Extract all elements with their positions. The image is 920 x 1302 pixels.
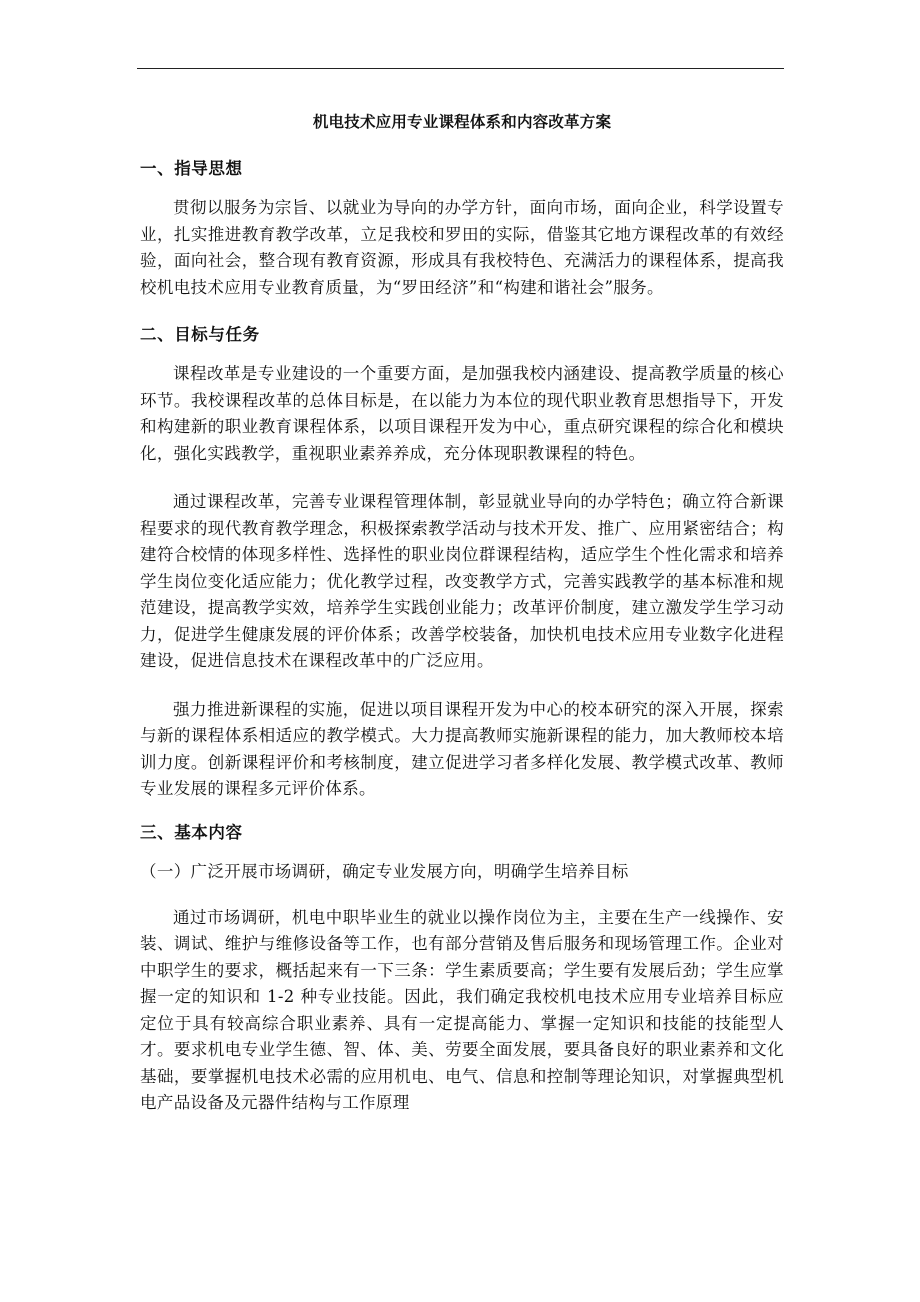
- section-basic-content: [140, 821, 784, 1117]
- paragraph: 强力推进新课程的实施，促进以项目课程开发为中心的校本研究的深入开展，探索与新的课程体系相适应的教学模式。大力提高教师实施新课程的能力，加大教师校本培训力度。创新课程评价和考核制度，建立促进学习者多样化发展、教学模式改革、教师专业发展的课程多元评价体系。: [140, 699, 784, 798]
- document-body: [140, 110, 784, 1139]
- paragraph: 课程改革是专业建设的一个重要方面，是加强我校内涵建设、提高教学质量的核心环节。我校课程改革的总体目标是，在以能力为本位的现代职业教育思想指导下，开发和构建新的职业教育课程体系，以项目课程开发为中心，重点研究课程的综合化和模块化，强化实践教学，重视职业素养养成，充分体现职教课程的特色。: [140, 364, 784, 463]
- section-heading: 三、基本内容: [140, 822, 243, 842]
- header-divider: [137, 68, 784, 69]
- paragraph: 通过市场调研，机电中职毕业生的就业以操作岗位为主，主要在生产一线操作、安装、调试、维护与维修设备等工作，也有部分营销及售后服务和现场管理工作。企业对中职学生的要求，概括起来有一下三条：学生素质要高；学生要有发展后劲；学生应掌握一定的知识和 1-2 种专业技能。因此，我们确定我校机电技术应用专业培养目标应定位于具有较高综合职业素养、具有一定提高能力、掌握一定知识和技能的技能型人才。要求机电专业学生德、智、体、美、劳要全面发展，要具备良好的职业素养和文化基础，要掌握机电技术必需的应用机电、电气、信息和控制等理论知识，对掌握典型机电产品设备及元器件结构与工作原理: [140, 907, 784, 1112]
- paragraph: 贯彻以服务为宗旨、以就业为导向的办学方针，面向市场，面向企业，科学设置专业，扎实推进教育教学改革，立足我校和罗田的实际，借鉴其它地方课程改革的有效经验，面向社会，整合现有教育资源，形成具有我校特色、充满活力的课程体系，提高我校机电技术应用专业教育质量，为“罗田经济”和“构建和谐社会”服务。: [140, 198, 784, 297]
- subsection-heading: （一）广泛开展市场调研，确定专业发展方向，明确学生培养目标: [140, 861, 629, 881]
- document-title: 机电技术应用专业课程体系和内容改革方案: [312, 113, 612, 131]
- paragraph: 通过课程改革，完善专业课程管理体制，彰显就业导向的办学特色；确立符合新课程要求的现代教育教学理念，积极探索教学活动与技术开发、推广、应用紧密结合；构建符合校情的体现多样性、选择性的职业岗位群课程结构，适应学生个性化需求和培养学生岗位变化适应能力；优化教学过程，改变教学方式，完善实践教学的基本标准和规范建设，提高教学实效，培养学生实践创业能力；改革评价制度，建立激发学生学习动力，促进学生健康发展的评价体系；改善学校装备，加快机电技术应用专业数字化进程建设，促进信息技术在课程改革中的广泛应用。: [140, 492, 784, 670]
- section-guiding-ideology: [140, 157, 784, 301]
- section-heading: 二、目标与任务: [140, 325, 260, 344]
- section-goals-and-tasks: [140, 323, 784, 803]
- section-heading: 一、指导思想: [140, 159, 243, 178]
